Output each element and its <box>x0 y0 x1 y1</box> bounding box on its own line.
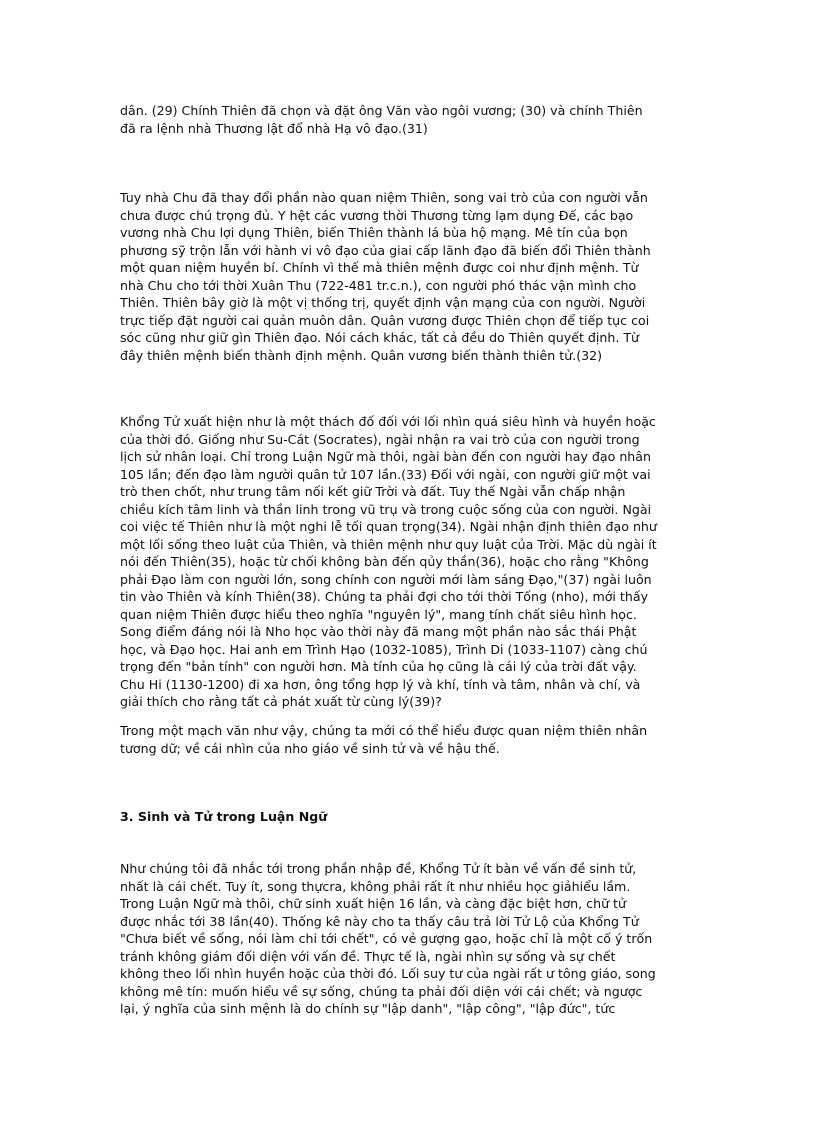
text-line: "Chưa biết về sống, nói làm chi tới chết", có vẻ gượng gạo, hoặc chỉ là một cố ý trốn <box>120 931 653 946</box>
text-line: phải Đạo làm con người lớn, song chính con người mới làm sáng Đạo,"(37) ngài luôn <box>120 571 652 587</box>
text-line: không theo lối nhìn huyền hoặc của thời đó. Lối suy tư của ngài rất ư tông giáo, song <box>120 966 656 981</box>
text-line: đã ra lệnh nhà Thương lật đổ nhà Hạ vô đạo.(31) <box>120 120 428 136</box>
text-line: lịch sử nhân loại. Chỉ trong Luận Ngữ mà thôi, ngài bàn đến con người hay đạo nhân <box>120 449 651 464</box>
text-line: 105 lần; đến đạo làm người quân tử 107 lần.(33) Đối với ngài, con người giữ một vai <box>120 466 651 482</box>
text-line: nói đến Thiên(35), hoặc từ chối không bàn đến qủy thần(36), hoặc cho rằng "Không <box>120 554 649 569</box>
text-line: Trong Luận Ngữ mà thôi, chữ sinh xuất hiện 16 lần, và càng đặc biệt hơn, chữ tử <box>120 896 626 911</box>
paragraph-section-3 <box>120 860 700 1018</box>
text-line: tương dữ; về cái nhìn của nho giáo về sinh tử và về hậu thế. <box>120 740 500 756</box>
text-line: giải thích cho rằng tất cả phát xuất từ cùng lý(39)? <box>120 694 442 709</box>
text-line: Khổng Tử xuất hiện như là một thách đố đối với lối nhìn quá siêu hình và huyền hoặc <box>120 414 656 429</box>
text-line: trò then chốt, như trung tâm nối kết giữ Trời và đất. Tuy thế Ngài vẫn chấp nhận <box>120 484 626 499</box>
paragraph-khong-tu <box>120 413 700 711</box>
text-line: chiều kích tâm linh và thần linh trong vũ trụ và trong cuộc sống của con người. Ngài <box>120 501 652 517</box>
text-line: Chu Hi (1130-1200) đi xa hơn, ông tổng hợp lý và khí, tính và tâm, nhân và chí, và <box>120 676 641 692</box>
text-line: đây thiên mệnh biến thành định mệnh. Quân vương biến thành thiên tử.(32) <box>120 347 603 363</box>
text-line: một quan niệm huyền bí. Chính vì thế mà thiên mệnh được coi như định mệnh. Từ <box>120 260 639 275</box>
text-line: trọng đến "bản tính" con người hơn. Mà tính của họ cũng là cái lý của trời đất vậy. <box>120 659 637 674</box>
text-line: nhà Chu cho tới thời Xuân Thu (722-481 tr.c.n.), con người phó thác vận mình cho <box>120 277 637 293</box>
paragraph-intro <box>120 102 700 137</box>
text-line: dân. (29) Chính Thiên đã chọn và đặt ông Văn vào ngôi vương; (30) và chính Thiên <box>120 103 643 118</box>
paragraph-context <box>120 722 700 757</box>
text-line: Song điểm đáng nói là Nho học vào thời này đã mang một phần nào sắc thái Phật <box>120 624 637 639</box>
text-line: quan niệm Thiên được hiểu theo nghĩa "nguyên lý", mang tính chất siêu hình học. <box>120 606 637 622</box>
text-line: của thời đó. Giống như Su-Cát (Socrates), ngài nhận ra vai trò của con người trong <box>120 431 640 447</box>
text-line: Tuy nhà Chu đã thay đổi phần nào quan niệm Thiên, song vai trò của con người vẫn <box>120 190 648 205</box>
text-line: trực tiếp đặt người cai quản muôn dân. Quân vương được Thiên chọn để tiếp tục coi <box>120 312 650 328</box>
text-line: chưa được chú trọng đủ. Y hệt các vương thời Thương từng lạm dụng Đế, các bạo <box>120 207 634 223</box>
text-line: coi việc tế Thiên như là một nghi lễ tối quan trọng(34). Ngài nhận định thiên đạo như <box>120 519 657 534</box>
text-line: sóc cũng như giữ gìn Thiên đạo. Nói cách khác, tất cả đều do Thiên quyết định. Từ <box>120 330 640 345</box>
section-heading: 3. Sinh và Tử trong Luận Ngữ <box>120 809 328 824</box>
text-line: tránh không giám đối diện với vấn đề. Thực tế là, ngài nhìn sự sống và sự chết <box>120 948 616 964</box>
paragraph-chu-dynasty <box>120 189 700 364</box>
text-line: tin vào Thiên và kính Thiên(38). Chúng ta phải đợi cho tới thời Tống (nho), mới thấy <box>120 589 649 604</box>
text-line: không mê tín: muốn hiểu về sự sống, chúng ta phải đối diện với cái chết; và ngược <box>120 983 643 999</box>
text-line: vương nhà Chu lợi dụng Thiên, biến Thiên thành lá bùa hộ mạng. Mê tín của bọn <box>120 225 628 240</box>
text-line: Như chúng tôi đã nhắc tới trong phần nhập đề, Khổng Tử ít bàn về vấn đề sinh tử, <box>120 861 637 876</box>
text-line: một lối sống theo luật của Thiên, và thiên mệnh như quy luật của Trời. Mặc dù ngài ít <box>120 536 657 552</box>
text-line: lại, ý nghĩa của sinh mệnh là do chính sự "lập danh", "lập công", "lập đức", tức <box>120 1001 616 1016</box>
text-line: phương sỹ trộn lẫn với hành vi vô đạo của giai cấp lãnh đạo đã biến đổi Thiên thành <box>120 242 651 258</box>
text-line: học, và Đạo học. Hai anh em Trình Hạo (1032-1085), Trình Di (1033-1107) càng chú <box>120 641 648 657</box>
text-line: được nhắc tới 38 lần(40). Thống kê này cho ta thấy câu trả lời Tử Lộ của Khổng Tử <box>120 913 639 929</box>
text-line: nhất là cái chết. Tuy ít, song thựcra, không phải rất ít như nhiều học giảhiểu lầm. <box>120 878 631 894</box>
text-line: Thiên. Thiên bây giờ là một vị thống trị, quyết định vận mạng của con người. Người <box>120 295 646 310</box>
text-line: Trong một mạch văn như vậy, chúng ta mới có thể hiểu được quan niệm thiên nhân <box>120 723 648 738</box>
